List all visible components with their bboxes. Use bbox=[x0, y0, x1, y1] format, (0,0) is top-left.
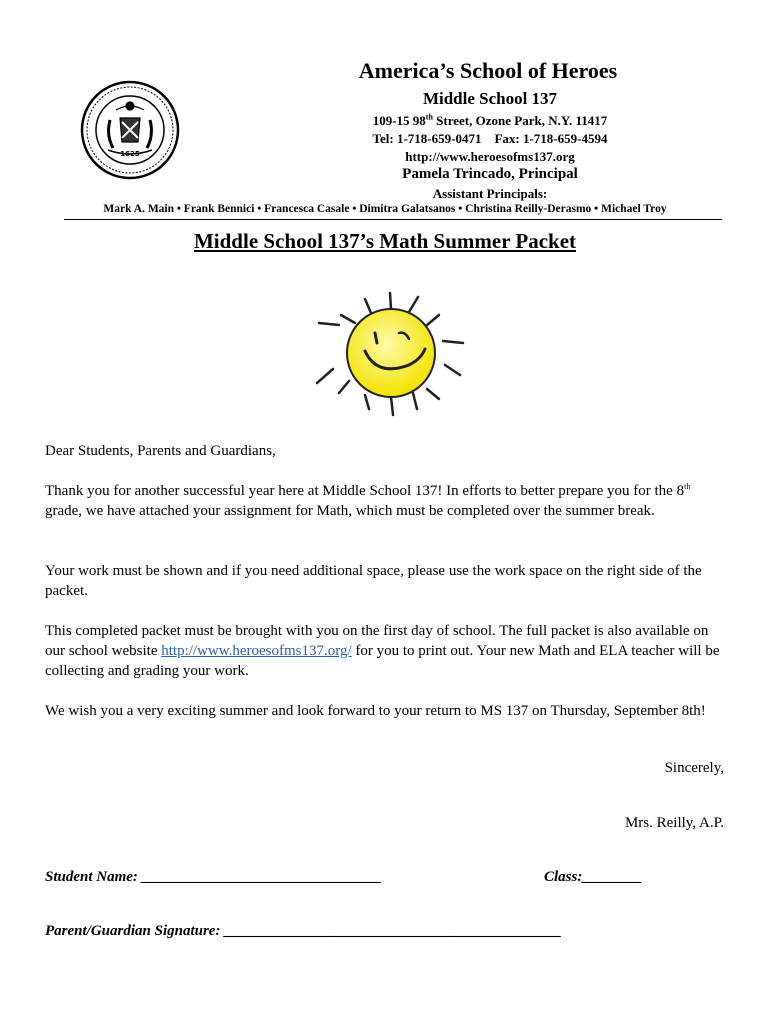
packet-title: Middle School 137’s Math Summer Packet bbox=[193, 229, 577, 253]
student-name-field[interactable] bbox=[45, 869, 382, 886]
letter-closing: Sincerely, bbox=[664, 760, 724, 776]
principal-name: Pamela Trincado, Principal bbox=[402, 166, 578, 182]
school-name: America’s School of Heroes bbox=[358, 58, 618, 83]
seal-year: 1625 bbox=[120, 150, 140, 158]
letter-greeting: Dear Students, Parents and Guardians, bbox=[45, 443, 276, 459]
phone-fax: Tel: 1-718-659-0471 Fax: 1-718-659-4594 bbox=[372, 131, 608, 146]
assistant-principals-title: Assistant Principals: bbox=[432, 186, 548, 201]
letter-paragraph-3: This completed packet must be brought with you on the first day of school. The full packet is also available on our school website http://www.heroesofms137.org/ for you to print out. Your new Math and ELA teacher will be collecting and grading your work. bbox=[45, 623, 720, 679]
letter-signer: Mrs. Reilly, A.P. bbox=[624, 815, 724, 831]
letter-paragraph-4: We wish you a very exciting summer and look forward to your return to MS 137 on Thursday, September 8th! bbox=[45, 703, 706, 719]
parent-signature-field[interactable] bbox=[45, 923, 562, 940]
letterhead bbox=[0, 0, 770, 222]
class-label: Class: bbox=[544, 869, 583, 885]
school-website: http://www.heroesofms137.org bbox=[405, 149, 575, 164]
class-line[interactable]: ________ bbox=[582, 869, 643, 885]
student-name-line[interactable]: ________________________________ bbox=[141, 869, 382, 885]
letter-paragraph-2: Your work must be shown and if you need additional space, please use the work space on the right side of the packet. bbox=[45, 563, 702, 599]
nyc-seal-icon bbox=[80, 80, 180, 180]
parent-signature-label: Parent/Guardian Signature: bbox=[45, 923, 225, 939]
letterhead-divider bbox=[64, 219, 722, 220]
assistant-principals-names: Mark A. Main • Frank Bennici • Francesca Casale • Dimitra Galatsanos • Christina Reilly-Derasmo • Michael Troy bbox=[103, 203, 667, 215]
smiling-sun-icon bbox=[305, 285, 475, 420]
school-address: 109-15 98th Street, Ozone Park, N.Y. 11417 bbox=[372, 112, 608, 128]
parent-signature-line[interactable]: _____________________________________________ bbox=[224, 923, 562, 939]
class-field[interactable] bbox=[544, 869, 642, 886]
school-subtitle: Middle School 137 bbox=[422, 89, 558, 108]
student-name-label: Student Name: bbox=[45, 869, 142, 885]
school-website-link[interactable]: http://www.heroesofms137.org/ bbox=[161, 643, 352, 659]
letter-paragraph-1: Thank you for another successful year here at Middle School 137! In efforts to better prepare you for the 8th grade, we have attached your assignment for Math, which must be completed over the summer break. bbox=[45, 482, 691, 519]
